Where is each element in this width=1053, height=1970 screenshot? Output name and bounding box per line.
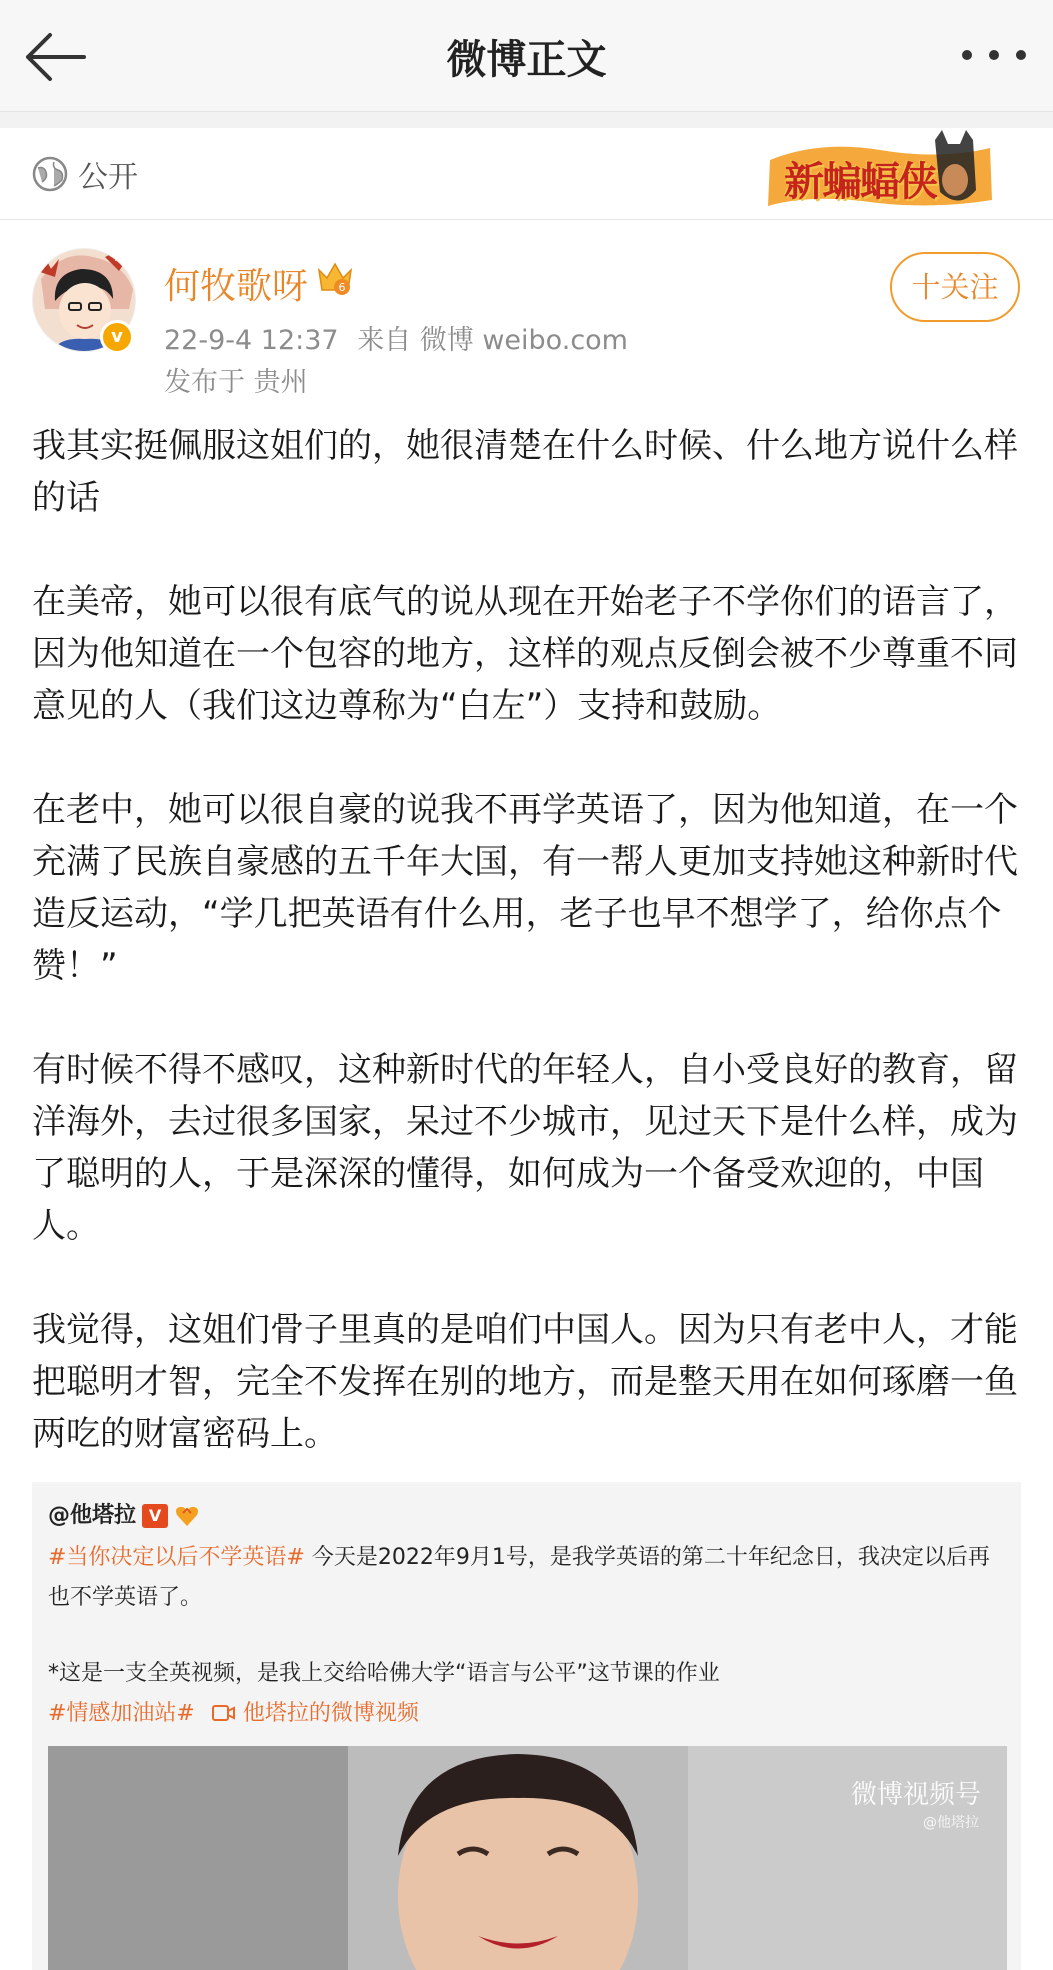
post-paragraph: 我其实挺佩服这姐们的，她很清楚在什么时候、什么地方说什么样的话	[32, 426, 1018, 518]
post-date: 22-9-4 12:37	[164, 325, 339, 356]
promo-banner-text: 新蝙蝠侠	[784, 159, 936, 205]
post-meta	[164, 318, 638, 357]
repost-text-body: 今天是2022年9月1号，是我学英语的第二十年纪念日，我决定以后再也不学英语了。	[48, 1545, 990, 1610]
author-row	[0, 222, 1053, 402]
repost-author-row	[48, 1498, 200, 1529]
video-watermark-user: @他塔拉	[923, 1815, 979, 1831]
repost-hashtag[interactable]: #当你决定以后不学英语#	[48, 1545, 305, 1570]
repost-verified-icon: V	[142, 1504, 168, 1528]
follow-button[interactable]: 十关注	[890, 252, 1020, 322]
author-name[interactable]: 何牧歌呀	[164, 266, 309, 307]
visibility-row	[0, 128, 1053, 220]
post-paragraph: 有时候不得不感叹，这种新时代的年轻人，自小受良好的教育，留洋海外，去过很多国家，呆过不少城市，见过天下是什么样，成为了聪明的人，于是深深的懂得，如何成为一个备受欢迎的，中国人。	[32, 1050, 1018, 1246]
crown-level: 6	[338, 281, 346, 294]
page-title: 微博正文	[446, 37, 607, 83]
video-link[interactable]: 他塔拉的微博视频	[242, 1701, 419, 1726]
top-bar	[0, 0, 1053, 112]
globe-icon	[32, 156, 68, 192]
repost-heart-badge-icon	[174, 1504, 200, 1528]
promo-banner[interactable]	[760, 130, 1000, 216]
visibility-label: 公开	[78, 160, 138, 195]
post-paragraph: 在老中，她可以很自豪的说我不再学英语了，因为他知道，在一个充满了民族自豪感的五千年大国，有一帮人更加支持她这种新时代造反运动，“学几把英语有什么用，老子也早不想学了，给你点个赞！”	[32, 790, 1018, 986]
section-divider	[0, 112, 1053, 128]
verified-badge-icon: v	[100, 320, 134, 354]
repost-author[interactable]: @他塔拉	[48, 1503, 137, 1528]
post-location: 发布于 贵州	[164, 367, 308, 398]
post-paragraph: 我觉得，这姐们骨子里真的是咱们中国人。因为只有老中人，才能把聪明才智，完全不发挥在别的地方，而是整天用在如何琢磨一鱼两吃的财富密码上。	[32, 1310, 1018, 1454]
repost-text	[48, 1538, 1008, 1618]
post-body	[32, 420, 1022, 1460]
video-link-icon	[212, 1704, 236, 1722]
more-icon[interactable]	[957, 30, 1031, 80]
crown-level-icon	[316, 260, 354, 296]
video-watermark: 微博视频号	[850, 1780, 981, 1810]
video-thumbnail[interactable]	[48, 1746, 1007, 1970]
repost-hashtag-2[interactable]: #情感加油站#	[48, 1701, 195, 1726]
reposted-card[interactable]	[32, 1482, 1021, 1970]
post-source: 来自 微博 weibo.com	[357, 325, 628, 356]
repost-tags-row	[48, 1696, 419, 1727]
repost-note: *这是一支全英视频，是我上交给哈佛大学“语言与公平”这节课的作业	[48, 1661, 720, 1686]
post-paragraph: 在美帝，她可以很有底气的说从现在开始老子不学你们的语言了，因为他知道在一个包容的地方，这样的观点反倒会被不少尊重不同意见的人（我们这边尊称为“白左”）支持和鼓励。	[32, 582, 1018, 726]
